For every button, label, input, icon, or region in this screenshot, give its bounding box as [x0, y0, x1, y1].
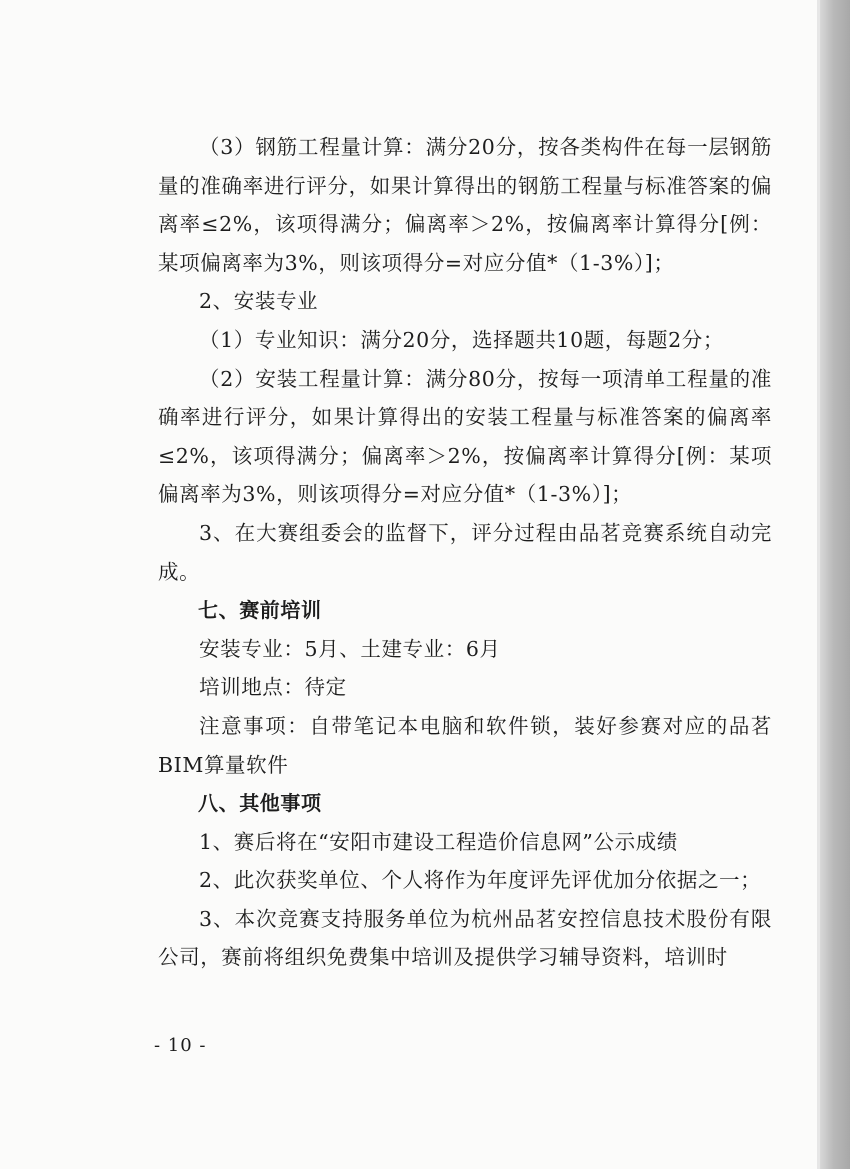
paragraph-rebar-calculation: （3）钢筋工程量计算：满分20分，按各类构件在每一层钢筋量的准确率进行评分，如果计算得出的钢筋工程量与标准答案的偏离率≤2%，该项得满分；偏离率＞2%，按偏离率计算得分[例：某项偏离率为3%，则该项得分=对应分值*（1-3%）]；: [158, 135, 772, 275]
training-schedule: 安装专业：5月、土建专业：6月: [199, 636, 501, 661]
page-edge-shadow: [820, 0, 850, 1169]
paragraph-scoring-supervision: 3、在大赛组委会的监督下，评分过程由品茗竞赛系统自动完成。: [158, 520, 772, 584]
other-matter-awards: 2、此次获奖单位、个人将作为年度评先评优加分依据之一；: [199, 868, 762, 893]
other-matter-results: 1、赛后将在“安阳市建设工程造价信息网”公示成绩: [199, 829, 678, 854]
section-heading-training: 七、赛前培训: [198, 598, 322, 623]
document-body: [158, 128, 772, 977]
training-location: 培训地点：待定: [199, 675, 347, 700]
paragraph-professional-knowledge: （1）专业知识：满分20分，选择题共10题，每题2分；: [199, 327, 724, 352]
other-matter-sponsor: 3、本次竞赛支持服务单位为杭州品茗安控信息技术股份有限公司，赛前将组织免费集中培训及提供学习辅导资料，培训时: [158, 906, 772, 970]
page-number: - 10 -: [154, 1035, 207, 1056]
paragraph-installation-calculation: （2）安装工程量计算：满分80分，按每一项清单工程量的准确率进行评分，如果计算得出的安装工程量与标准答案的偏离率≤2%，该项得满分；偏离率＞2%，按偏离率计算得分[例：某项偏离率为3%，则该项得分=对应分值*（1-3%）]；: [158, 366, 772, 507]
training-notes: 注意事项：自带笔记本电脑和软件锁，装好参赛对应的品茗BIM算量软件: [158, 713, 772, 777]
section-heading-other-matters: 八、其他事项: [198, 791, 322, 816]
paragraph-installation-heading: 2、安装专业: [199, 289, 319, 314]
